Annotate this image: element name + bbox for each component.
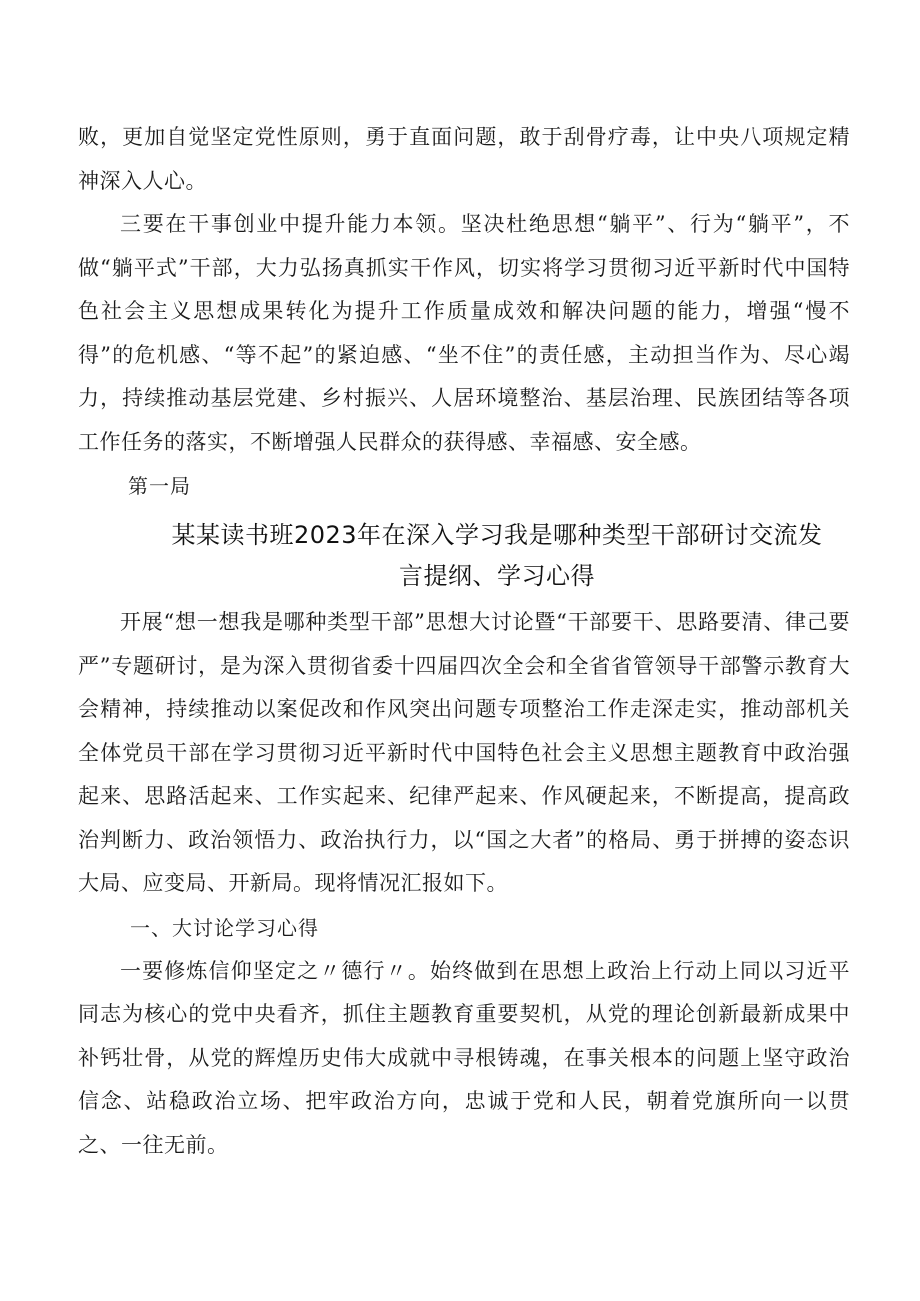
document-title	[78, 515, 850, 597]
paragraph-continued: 败，更加自觉坚定党性原则，勇于直面问题，敢于刮骨疗毒，让中央八项规定精神深入人心。	[78, 125, 850, 193]
document-title-line-2: 言提纲、学习心得	[399, 562, 595, 590]
document-page	[78, 116, 850, 1167]
section-heading-1: 一、大讨论学习心得	[130, 915, 319, 940]
document-title-line-1: 某某读书班2023年在深入学习我是哪种类型干部研讨交流发	[171, 521, 823, 549]
intro-paragraph: 开展“想一想我是哪种类型干部”思想大讨论暨“干部要干、思路要清、律己要严”专题研讨，是为深入贯彻省委十四届四次全会和全省省管领导干部警示教育大会精神，持续推动以案促改和作风突出问题专项整治工作走深走实，推动部机关全体党员干部在学习贯彻习近平新时代中国特色社会主义思想主题教育中政治强起来、思路活起来、工作实起来、纪律严起来、作风硬起来，不断提高，提高政治判断力、政治领悟力、政治执行力，以“国之大者”的格局、勇于拼搏的姿态识大局、应变局、开新局。现将情况汇报如下。	[78, 610, 850, 895]
paragraph-three-requirements: 三要在干事创业中提升能力本领。坚决杜绝思想“躺平”、行为“躺平”，不做“躺平式”干部，大力弘扬真抓实干作风，切实将学习贯彻习近平新时代中国特色社会主义思想成果转化为提升工作质量成效和解决问题的能力，增强“慢不得”的危机感、“等不起”的紧迫感、“坐不住”的责任感，主动担当作为、尽心竭力，持续推动基层党建、乡村振兴、人居环境整治、基层治理、民族团结等各项工作任务的落实，不断增强人民群众的获得感、幸福感、安全感。	[78, 212, 850, 454]
paragraph-belief: 一要修炼信仰坚定之〃德行〃。始终做到在思想上政治上行动上同以习近平同志为核心的党中央看齐，抓住主题教育重要契机，从党的理论创新最新成果中补钙壮骨，从党的辉煌历史伟大成就中寻根铸魂，在事关根本的问题上坚守政治信念、站稳政治立场、把牢政治方向，忠诚于党和人民，朝着党旗所向一以贯之、一往无前。	[78, 958, 850, 1157]
section-label: 第一局	[128, 474, 191, 498]
